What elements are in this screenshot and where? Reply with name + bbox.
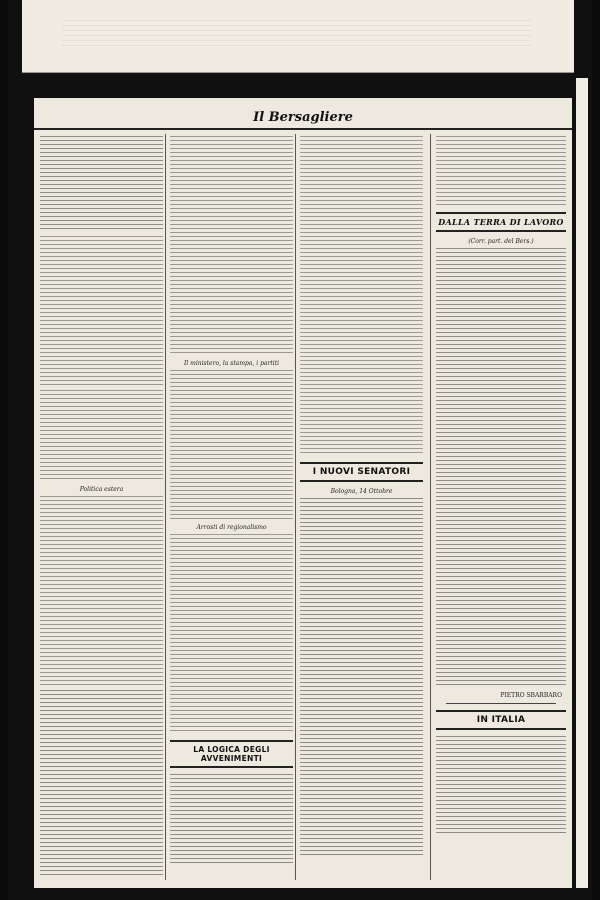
article-text (40, 236, 163, 386)
subhead-politica-estera: Politica estera (79, 486, 124, 493)
article-text (436, 736, 566, 836)
article-text (170, 774, 293, 864)
section-title-terra-di-lavoro: DALLA TERRA DI LAVORO (436, 212, 566, 232)
article-text (40, 690, 163, 878)
divider (446, 703, 556, 704)
section-title-in-italia: IN ITALIA (436, 710, 566, 730)
article-text (436, 248, 566, 688)
masthead (34, 110, 572, 130)
article-text (300, 498, 423, 858)
column-4 (436, 136, 566, 878)
article-text (40, 496, 163, 686)
signature: PIETRO SBARBARO (500, 692, 562, 699)
masthead-title: Il Bersagliere (253, 110, 353, 125)
previous-page-edge (22, 0, 574, 73)
column-divider (295, 134, 296, 880)
article-text (300, 136, 423, 456)
column-1 (40, 136, 163, 878)
column-divider (165, 134, 166, 880)
article-text (436, 136, 566, 206)
article-text (170, 136, 293, 356)
article-text (170, 370, 293, 520)
subhead-regionalismo: Arrosti di regionalismo (196, 524, 267, 531)
article-text (170, 534, 293, 734)
column-2 (170, 136, 293, 878)
section-title-senatori: I NUOVI SENATORI (300, 462, 423, 482)
subhead-ministero: Il ministero, la stampa, i partiti (183, 360, 280, 367)
next-page-edge (576, 78, 588, 888)
newspaper-page (34, 98, 572, 888)
dateline: Bologna, 14 Ottobre (330, 488, 393, 495)
section-title-logica: LA LOGICA DEGLI AVVENIMENTI (170, 740, 293, 768)
section-subtitle: (Corr. part. del Bers.) (468, 238, 534, 245)
article-text (40, 390, 163, 482)
column-divider (430, 134, 431, 880)
bleed-through-text (62, 20, 532, 50)
column-3 (300, 136, 423, 878)
article-text (40, 136, 163, 232)
